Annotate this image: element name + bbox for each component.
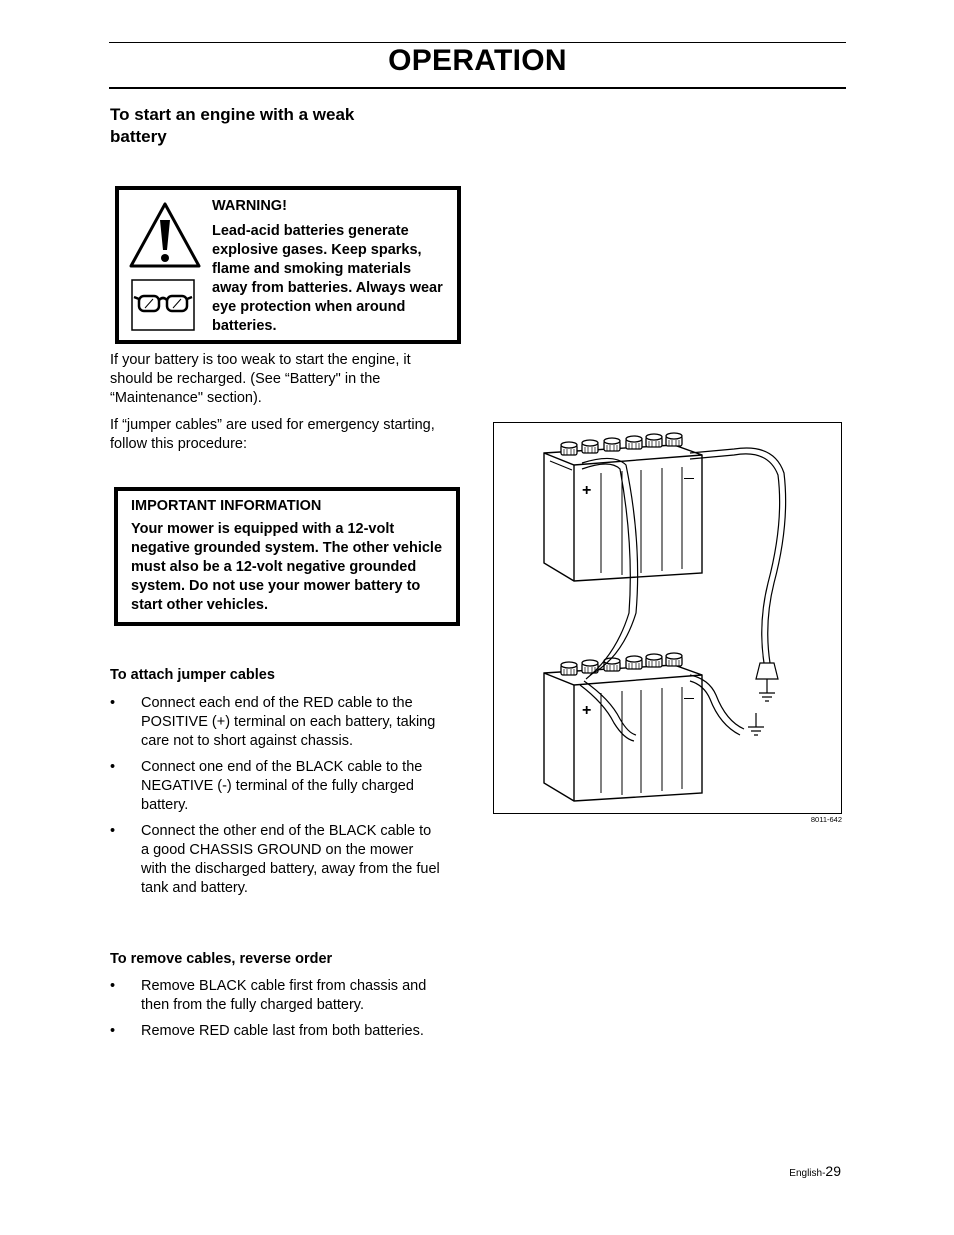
intro-paragraph-2: If “jumper cables” are used for emergency starting, follow this procedure: xyxy=(110,417,435,452)
figure-code: 8011-642 xyxy=(810,815,842,824)
important-info-box xyxy=(114,487,460,626)
warning-triangle-icon xyxy=(127,200,203,272)
important-heading: IMPORTANT INFORMATION xyxy=(131,498,322,514)
black-cable xyxy=(690,448,786,689)
page-number: 29 xyxy=(825,1163,841,1179)
attach-heading: To attach jumper cables xyxy=(110,667,275,683)
negative-label: — xyxy=(684,473,694,484)
warning-text xyxy=(212,197,448,342)
footer-language: English- xyxy=(789,1168,826,1179)
important-text xyxy=(131,497,451,619)
discharged-battery xyxy=(544,653,702,801)
positive-label: + xyxy=(582,482,592,499)
positive-label: + xyxy=(582,702,592,719)
jumper-cable-illustration xyxy=(494,423,841,813)
bullet: • xyxy=(110,1023,116,1039)
important-body: Your mower is equipped with a 12-volt negative grounded system. The other vehicle must also be a 12-volt negative grounded system. Do not use your mower battery to start other vehicles. xyxy=(131,521,443,613)
bullet: • xyxy=(110,823,116,839)
warning-body: Lead-acid batteries generate explosive gases. Keep sparks, flame and smoking materials away from batteries. Always wear eye protection when around batteries. xyxy=(212,223,443,334)
list-item: • Remove BLACK cable first from chassis and then from the fully charged battery. xyxy=(110,978,427,1013)
warning-box xyxy=(115,186,461,344)
header-rule-top xyxy=(109,42,846,43)
ground-icon xyxy=(759,689,775,701)
ground-icon xyxy=(748,713,764,735)
jumper-cable-figure xyxy=(493,422,842,814)
remove-list xyxy=(110,977,440,1048)
safety-glasses-icon xyxy=(131,279,195,331)
list-item: • Remove RED cable last from both batteries. xyxy=(110,1023,424,1039)
bullet: • xyxy=(110,695,116,711)
bullet: • xyxy=(110,759,116,775)
warning-heading: WARNING! xyxy=(212,198,287,214)
fully-charged-battery xyxy=(544,433,702,581)
remove-heading: To remove cables, reverse order xyxy=(110,951,333,967)
negative-label: — xyxy=(684,693,694,704)
list-item: • Connect one end of the BLACK cable to the NEGATIVE (-) terminal of the fully charged battery. xyxy=(110,759,423,813)
intro-paragraph-1: If your battery is too weak to start the engine, it should be recharged. (See “Battery" in the “Maintenance" section). xyxy=(110,352,411,406)
bullet: • xyxy=(110,978,116,994)
attach-list xyxy=(110,694,440,905)
page-title: OPERATION xyxy=(388,44,567,77)
list-item: • Connect each end of the RED cable to the POSITIVE (+) terminal on each battery, taking care not to short against chassis. xyxy=(110,695,436,749)
header-rule-bottom xyxy=(109,87,846,89)
page-footer xyxy=(700,1163,841,1179)
section-title: To start an engine with a weak battery xyxy=(110,105,355,146)
warning-icons xyxy=(127,200,203,336)
list-item: • Connect the other end of the BLACK cable to a good CHASSIS GROUND on the mower with the discharged battery, away from the fuel tank and battery. xyxy=(110,823,440,896)
